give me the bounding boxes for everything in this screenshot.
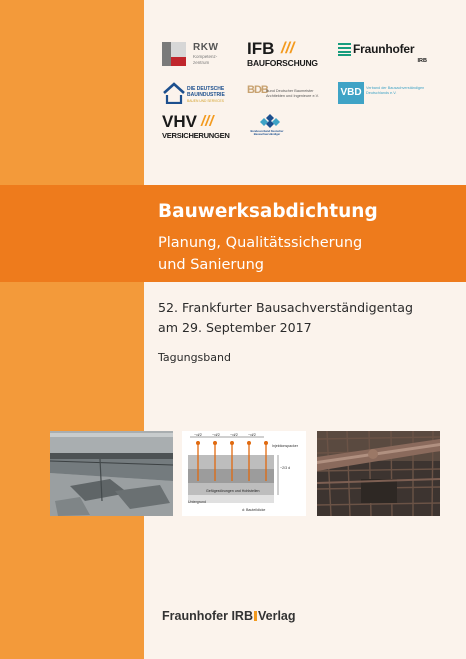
diagram-label-depth: ~2/3 d [280, 466, 291, 470]
event-line-1: 52. Frankfurter Bausachverständigentag [158, 300, 413, 315]
fraunhofer-sub: IRB [417, 58, 427, 64]
vbd-logo [338, 82, 430, 106]
left-orange-strip [0, 0, 144, 659]
ifb-logo [247, 39, 322, 70]
rebar-photo [317, 431, 440, 516]
vbd-text: Verband der Bausachverständigen Deutschlands e.V. [366, 86, 425, 95]
event-info [158, 298, 413, 338]
fraunhofer-mark-icon [338, 42, 352, 56]
ifb-sub: BAUFORSCHUNG [247, 58, 318, 68]
fraunhofer-name: Fraunhofer [353, 42, 415, 56]
book-subtitle [158, 232, 362, 276]
fraunhofer-logo [338, 42, 430, 68]
vhv-sub: VERSICHERUNGEN [162, 131, 230, 140]
reinforcement-image [317, 431, 440, 516]
roof-photo [50, 431, 173, 516]
vhv-logo [162, 112, 238, 140]
diagram-label-d2-3: ~d/2 [230, 432, 238, 437]
publisher-logo [162, 609, 296, 623]
bausachverstaendige-text: Bundesverband Deutscher Bausachverständiger [250, 130, 284, 137]
book-title: Bauwerksabdichtung [158, 201, 378, 222]
rkw-sub: Kompetenz-zentrum [193, 54, 218, 65]
vhv-name: VHV [162, 112, 197, 131]
injection-packer-diagram [182, 431, 306, 516]
subtitle-line-2: und Sanierung [158, 257, 264, 273]
publisher-separator [254, 611, 257, 621]
rkw-mark-icon [162, 42, 186, 66]
diagram-label-d2-2: ~d/2 [212, 432, 220, 437]
subtitle-line-1: Planung, Qualitätssicherung [158, 235, 363, 251]
publisher-verlag: Verlag [257, 609, 296, 623]
rkw-logo [162, 42, 232, 68]
vbd-mark: VBD [338, 82, 364, 104]
bausachverstaendige-logo [247, 114, 287, 144]
bauindustrie-name: DIE DEUTSCHE BAUINDUSTRIE [187, 86, 225, 98]
diagram-label-bauteildicke: d: Bauteildicke [242, 508, 266, 512]
bdb-mark: BDB [247, 84, 268, 96]
diagram-label-gefuege: Gefügestörungen und Hohlstellen [206, 489, 260, 493]
publisher-name: Fraunhofer IRB [162, 609, 253, 623]
bauindustrie-logo [162, 82, 232, 108]
roof-waterproofing-image [50, 431, 173, 516]
house-icon [162, 82, 186, 104]
event-line-2: am 29. September 2017 [158, 320, 312, 335]
rkw-name: RKW [193, 42, 219, 53]
diagram-label-untergrund: Untergrund [188, 500, 206, 504]
diagram-label-d2-1: ~d/2 [194, 432, 202, 437]
bdb-logo [247, 84, 327, 104]
bdb-text: Bund Deutscher Baumeister Architekten und Ingenieure e.V. [266, 89, 319, 98]
diagram-label-packer: Injektionspacker [272, 444, 298, 448]
vhv-slashes: /// [201, 113, 214, 130]
ifb-slashes: /// [281, 40, 295, 57]
bauindustrie-sub: BAUEN UND SERVICES [187, 99, 224, 103]
volume-type: Tagungsband [158, 351, 231, 364]
ifb-name: IFB [247, 39, 275, 58]
diamond-pattern-icon [259, 114, 281, 128]
injection-diagram [182, 431, 306, 516]
diagram-label-d2-4: ~d/2 [248, 432, 256, 437]
